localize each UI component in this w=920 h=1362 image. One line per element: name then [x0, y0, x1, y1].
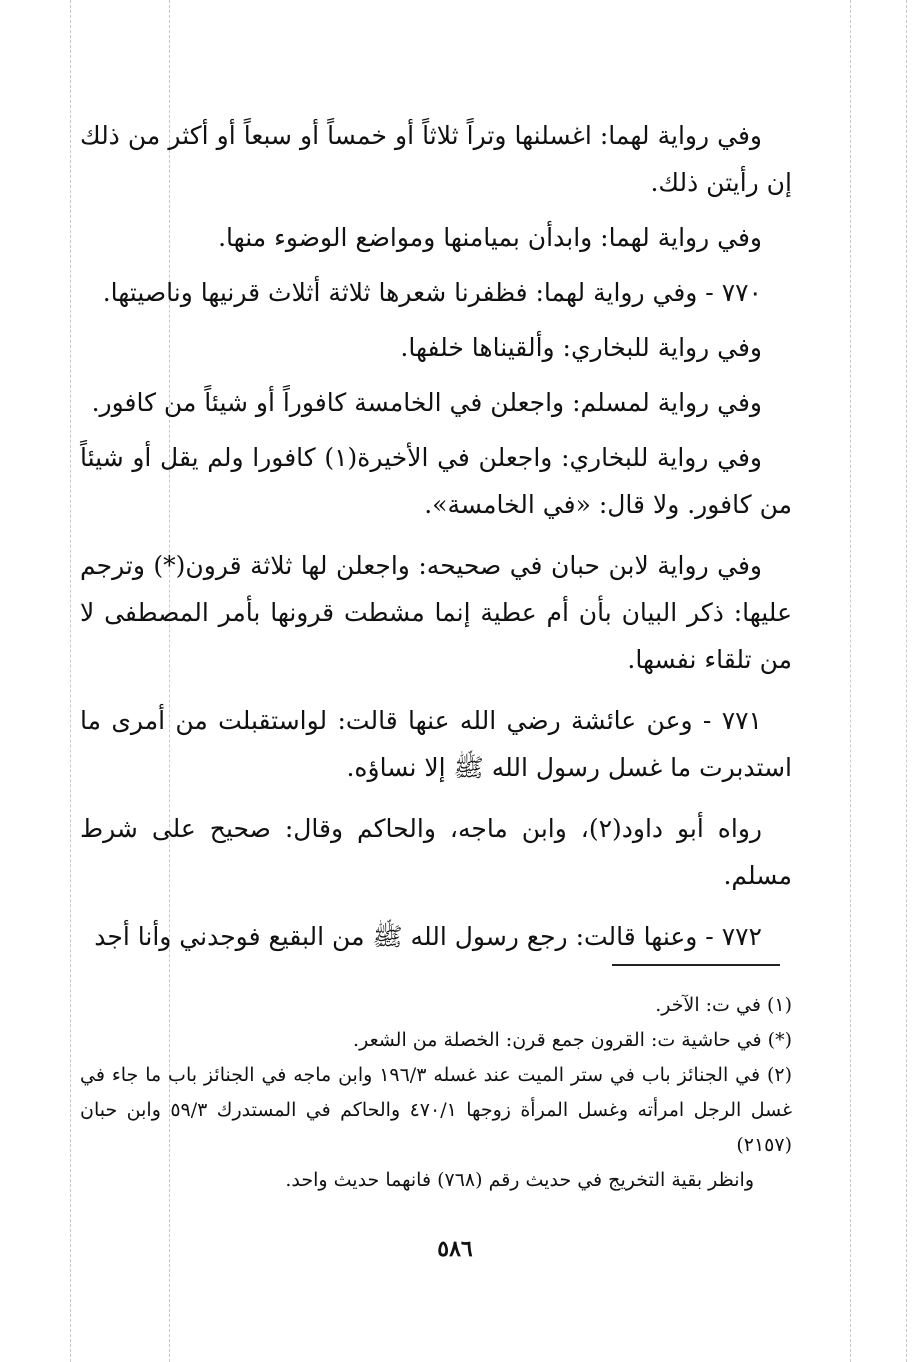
paragraph: ٧٧١ - وعن عائشة رضي الله عنها قالت: لواستقبلت من أمرى ما استدبرت ما غسل رسول الله ﷺ إلا نساؤه. — [80, 706, 792, 782]
paragraph: وفي رواية لهما: اغسلنها وتراً ثلاثاً أو خمساً أو سبعاً أو أكثر من ذلك إن رأيتن ذلك. — [80, 121, 792, 197]
footnote: (*) في حاشية ت: القرون جمع قرن: الخصلة من الشعر. — [353, 1029, 792, 1051]
paragraph: وفي رواية لابن حبان في صحيحه: واجعلن لها ثلاثة قرون(*) وترجم عليها: ذكر البيان بأن أم عطية إنما مشطت قرونها بأمر المصطفى لا من تلقاء نفسها. — [80, 551, 792, 674]
footnote: (١) في ت: الآخر. — [655, 994, 792, 1016]
scan-margin-line — [70, 0, 71, 1362]
paragraph: وفي رواية للبخاري: وألقيناها خلفها. — [400, 333, 762, 362]
paragraph: وفي رواية للبخاري: واجعلن في الأخيرة(١) كافورا ولم يقل أو شيئاً من كافور. ولا قال: «في الخامسة». — [80, 443, 792, 519]
footnote: (٢) في الجنائز باب في ستر الميت عند غسله ١٩٦/٣ وابن ماجه في الجنائز باب ما جاء في غسل الرجل امرأته وغسل المرأة زوجها ٤٧٠/١ والحاكم في المستدرك ٥٩/٣ وابن حبان (٢١٥٧) — [80, 1064, 793, 1156]
scan-margin-line — [850, 0, 851, 1362]
paragraph: وفي رواية لهما: وابدأن بميامنها ومواضع الوضوء منها. — [218, 223, 762, 252]
paragraph: رواه أبو داود(٢)، وابن ماجه، والحاكم وقال: صحيح على شرط مسلم. — [80, 814, 792, 890]
page-number: ٥٨٦ — [437, 1236, 473, 1262]
paragraph: ٧٧٠ - وفي رواية لهما: فظفرنا شعرها ثلاثة أثلاث قرنيها وناصيتها. — [102, 278, 762, 307]
footnote-separator — [612, 964, 780, 966]
scan-margin-line — [906, 0, 907, 1362]
main-text — [80, 112, 792, 968]
paragraph: ٧٧٢ - وعنها قالت: رجع رسول الله ﷺ من البقيع فوجدني وأنا أجد — [94, 922, 762, 951]
footnotes — [80, 988, 792, 1198]
paragraph: وفي رواية لمسلم: واجعلن في الخامسة كافوراً أو شيئاً من كافور. — [91, 388, 762, 417]
footnote: وانظر بقية التخريج في حديث رقم (٧٦٨) فانهما حديث واحد. — [285, 1169, 754, 1191]
